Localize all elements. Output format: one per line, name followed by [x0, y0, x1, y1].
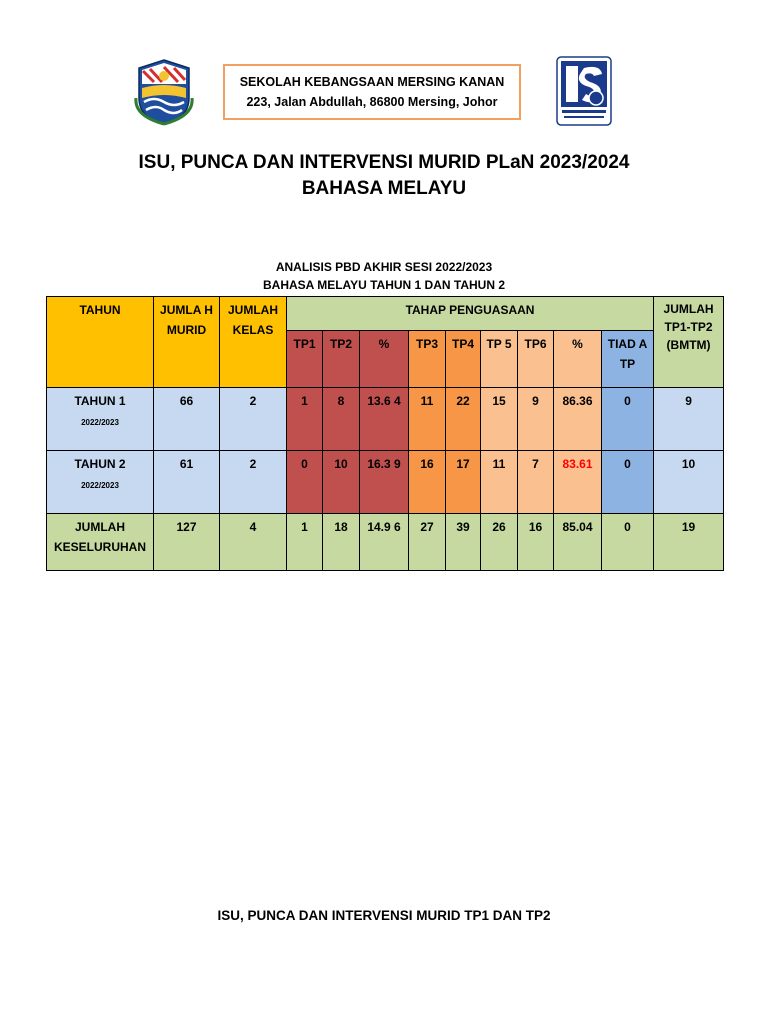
cell-tp5: 15 [481, 388, 518, 451]
cell-percent-high: 83.61 [554, 451, 602, 514]
title-line-2: BAHASA MELAYU [301, 178, 467, 199]
cell-total-percent-low: 14.9 6 [360, 514, 409, 571]
header-tp1: TP1 [287, 331, 323, 388]
cell-total-tp3: 27 [409, 514, 446, 571]
cell-tp1: 0 [287, 451, 323, 514]
cell-murid: 61 [154, 451, 220, 514]
cell-tahun [47, 451, 154, 514]
section-title: ISU, PUNCA DAN INTERVENSI MURID TP1 DAN TP2 [217, 908, 551, 923]
cell-tp2: 10 [323, 451, 360, 514]
header-tiada-tp: TIAD A TP [602, 331, 654, 388]
school-badge-icon [556, 56, 612, 126]
table-header-row-1 [47, 297, 724, 331]
state-crest-icon [134, 58, 194, 126]
school-header-box [223, 64, 521, 120]
cell-total-kelas: 4 [220, 514, 287, 571]
sesi-label: 2022/2023 [81, 418, 119, 427]
header-tp2: TP2 [323, 331, 360, 388]
table-title-line-2: BAHASA MELAYU TAHUN 1 DAN TAHUN 2 [262, 278, 505, 292]
cell-total-tp6: 16 [518, 514, 554, 571]
table-title [0, 258, 768, 294]
cell-percent-high: 86.36 [554, 388, 602, 451]
title-line-1: ISU, PUNCA DAN INTERVENSI MURID PLaN 2023/2024 [138, 152, 630, 173]
header-tp5: TP 5 [481, 331, 518, 388]
header-tahun: TAHUN [47, 297, 154, 388]
tahun-label: TAHUN 2 [74, 457, 126, 471]
cell-total-murid: 127 [154, 514, 220, 571]
cell-tp3: 11 [409, 388, 446, 451]
header-jumlah-kelas: JUMLAH KELAS [220, 297, 287, 388]
pbd-analysis-table [46, 296, 724, 571]
cell-tp2: 8 [323, 388, 360, 451]
cell-tp4: 17 [446, 451, 481, 514]
cell-total-tp2: 18 [323, 514, 360, 571]
sesi-label: 2022/2023 [81, 481, 119, 490]
cell-total-tiada-tp: 0 [602, 514, 654, 571]
table-row [47, 451, 724, 514]
cell-tiada-tp: 0 [602, 388, 654, 451]
cell-total-tp4: 39 [446, 514, 481, 571]
header-jumlah-tp1-tp2: JUMLAH TP1-TP2 (BMTM) [654, 297, 724, 388]
school-name: SEKOLAH KEBANGSAAN MERSING KANAN [239, 75, 505, 89]
header-percent-high: % [554, 331, 602, 388]
cell-tp6: 9 [518, 388, 554, 451]
cell-total-label: JUMLAH KESELURUHAN [47, 514, 154, 571]
cell-total-tp5: 26 [481, 514, 518, 571]
cell-tp5: 11 [481, 451, 518, 514]
header-tahap-penguasaan: TAHAP PENGUASAAN [287, 297, 654, 331]
header-percent-low: % [360, 331, 409, 388]
cell-jumlah-tp1-tp2: 9 [654, 388, 724, 451]
cell-total-percent-high: 85.04 [554, 514, 602, 571]
cell-kelas: 2 [220, 451, 287, 514]
header-tp6: TP6 [518, 331, 554, 388]
cell-total-jumlah-tp1-tp2: 19 [654, 514, 724, 571]
page-title [0, 150, 768, 202]
cell-tp4: 22 [446, 388, 481, 451]
table-row [47, 388, 724, 451]
cell-percent-low: 13.6 4 [360, 388, 409, 451]
cell-murid: 66 [154, 388, 220, 451]
cell-tp6: 7 [518, 451, 554, 514]
cell-tp3: 16 [409, 451, 446, 514]
header-tp3: TP3 [409, 331, 446, 388]
school-address: 223, Jalan Abdullah, 86800 Mersing, Johor [246, 95, 498, 109]
header-tp4: TP4 [446, 331, 481, 388]
cell-percent-low: 16.3 9 [360, 451, 409, 514]
cell-total-tp1: 1 [287, 514, 323, 571]
cell-jumlah-tp1-tp2: 10 [654, 451, 724, 514]
cell-tiada-tp: 0 [602, 451, 654, 514]
table-title-line-1: ANALISIS PBD AKHIR SESI 2022/2023 [275, 260, 493, 274]
tahun-label: TAHUN 1 [74, 394, 126, 408]
table-total-row [47, 514, 724, 571]
cell-kelas: 2 [220, 388, 287, 451]
cell-tp1: 1 [287, 388, 323, 451]
header-jumlah-murid: JUMLA H MURID [154, 297, 220, 388]
cell-tahun [47, 388, 154, 451]
